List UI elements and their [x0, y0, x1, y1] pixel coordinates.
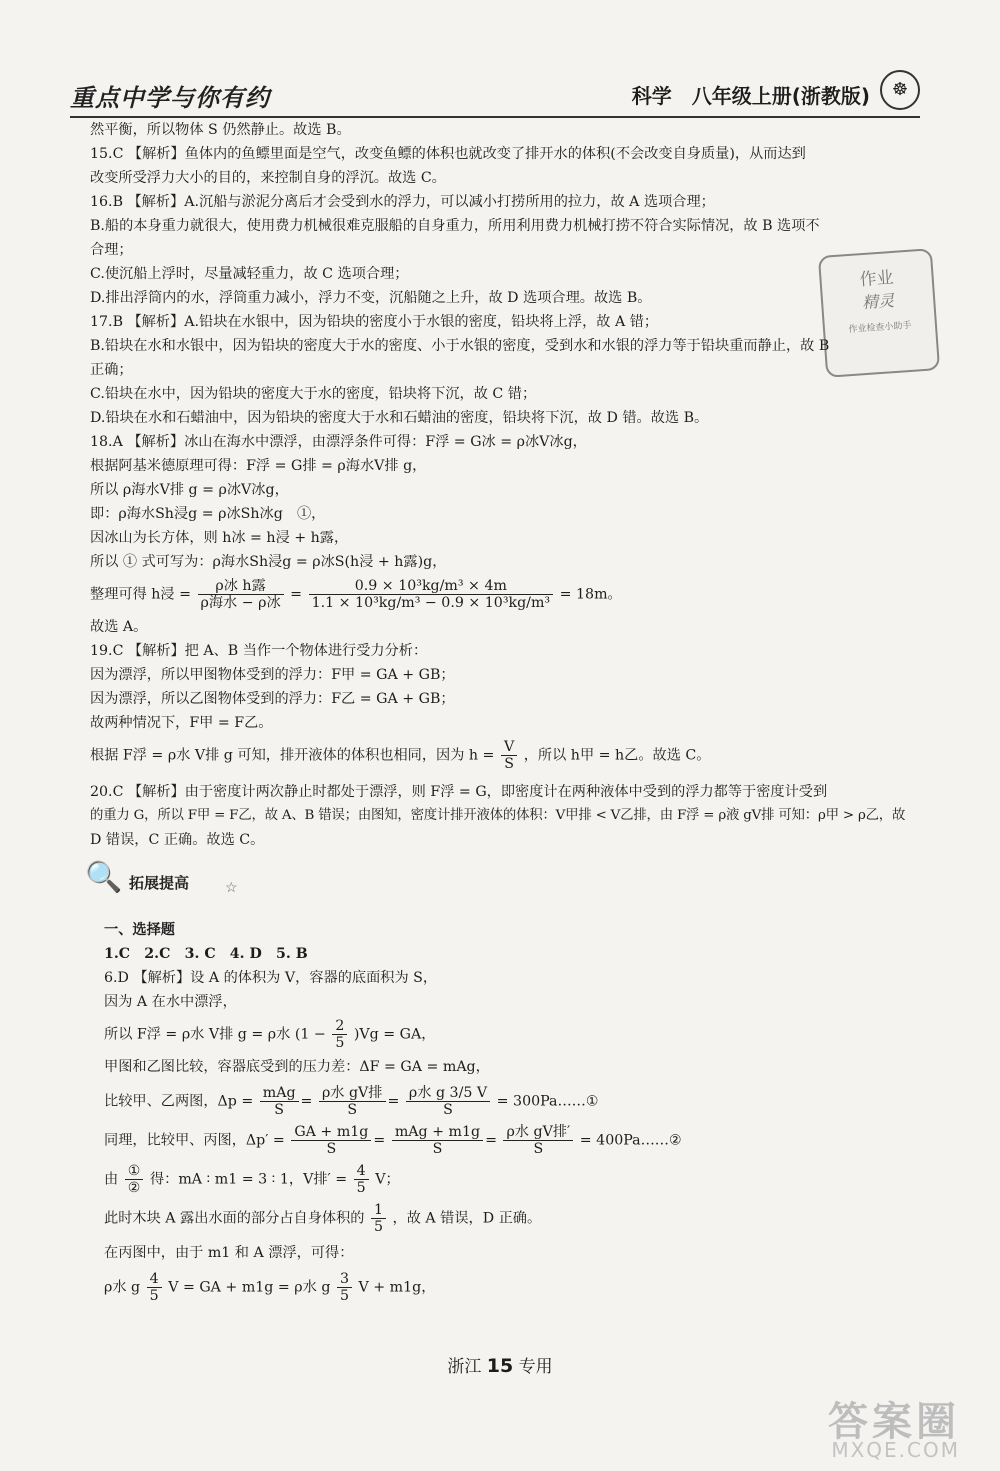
text-line: 16.B 【解析】A.沉船与淤泥分离后才会受到水的浮力，可以减小打捞所用的拉力，故 A 选项合理；	[90, 194, 715, 210]
section-banner	[85, 860, 285, 900]
numerator: 4	[147, 1271, 162, 1288]
numerator: 2	[332, 1018, 347, 1035]
fraction	[147, 1271, 162, 1304]
numerator: mAg	[260, 1085, 299, 1102]
equation-line: 比较甲、乙两图，Δp = $\frac{\text{mAg}}{S}$ = $\frac{\text{ρ水 gV排}}{S}$ = $\frac{\text{ρ水 g 3/5 V}}{S}$ = 300Pa……①	[104, 1085, 599, 1118]
eq-part: V = GA + m1g = ρ水 g	[168, 1279, 331, 1296]
text-line: 20.C 【解析】由于密度计两次静止时都处于漂浮，则 F浮 = G，即密度计在两种液体中受到的浮力都等于密度计受到	[90, 784, 828, 800]
text-line: B.船的本身重力就很大，使用费力机械很难克服船的自身重力，所用利用费力机械打捞不符合实际情况，故 B 选项不	[90, 218, 820, 234]
stamp-line3: 作业检查小助手	[848, 320, 912, 336]
numerator: V	[501, 739, 517, 756]
eq-part: V + m1g，	[358, 1279, 436, 1296]
text-line: 15.C 【解析】鱼体内的鱼鳔里面是空气，改变鱼鳔的体积也就改变了排开水的体积(不会改变自身质量)，从而达到	[90, 146, 806, 162]
text-line: 合理；	[90, 242, 133, 258]
denominator: S	[443, 1102, 453, 1118]
numerator: 3	[337, 1271, 352, 1288]
numerator: 4	[354, 1163, 369, 1180]
text-line: 故两种情况下，F甲 = F乙。	[90, 715, 273, 731]
eq-part: 由	[104, 1171, 119, 1188]
page-footer	[0, 1352, 1000, 1377]
text-line: D.铅块在水和石蜡油中，因为铅块的密度大于水和石蜡油的密度，铅块将下沉，故 D 错。故选 B。	[90, 410, 709, 426]
equation-line	[104, 1271, 904, 1304]
denominator: 5	[335, 1035, 345, 1051]
fraction	[291, 1124, 371, 1157]
eq18-suffix: = 18m。	[559, 586, 622, 603]
eq-part: 所以 F浮 = ρ水 V排 g = ρ水 (1 −	[104, 1026, 326, 1043]
numerator: 0.9 × 10³kg/m³ × 4m	[309, 578, 554, 595]
numerator: ρ水 g 3/5 V	[406, 1085, 490, 1102]
eq-part: )Vg = GA，	[353, 1026, 436, 1043]
eq-part: 此时木块 A 露出水面的部分占自身体积的	[104, 1210, 365, 1227]
numerator: ①	[125, 1163, 144, 1180]
eq-part: V；	[375, 1171, 400, 1188]
eq-part: 同理，比较甲、丙图，Δp′ =	[104, 1132, 285, 1149]
text-line: D.排出浮筒内的水，浮筒重力减小，浮力不变，沉船随之上升，故 D 选项合理。故选 B。	[90, 290, 652, 306]
eq19-suffix: ，所以 h甲 = h乙。故选 C。	[523, 747, 711, 764]
numerator: 1	[371, 1202, 386, 1219]
fraction	[503, 1124, 573, 1157]
answers-extension	[104, 918, 904, 1310]
fraction	[260, 1085, 299, 1118]
text-line: 6.D 【解析】设 A 的体积为 V，容器的底面积为 S，	[104, 970, 438, 986]
numerator: GA + m1g	[291, 1124, 371, 1141]
denominator: 1.1 × 10³kg/m³ − 0.9 × 10³kg/m³	[311, 595, 551, 611]
text-line: 因为漂浮，所以甲图物体受到的浮力：F甲 = GA + GB；	[90, 667, 455, 683]
fraction	[501, 739, 517, 772]
fraction	[371, 1202, 386, 1235]
part-heading: 一、选择题	[104, 922, 175, 938]
text-line: 因为 A 在水中漂浮，	[104, 994, 237, 1010]
fraction	[332, 1018, 347, 1051]
fraction	[337, 1271, 352, 1304]
text-line: 所以 ρ海水V排 g = ρ冰V冰g，	[90, 482, 289, 498]
fraction	[198, 578, 284, 611]
denominator: S	[347, 1102, 358, 1118]
fraction	[309, 578, 554, 611]
text-line: 19.C 【解析】把 A、B 当作一个物体进行受力分析：	[90, 643, 428, 659]
star-icon: ☆	[225, 880, 238, 896]
eq-part: = 400Pa……②	[579, 1132, 682, 1149]
text-line: 18.A 【解析】冰山在海水中漂浮，由漂浮条件可得：F浮 = G冰 = ρ冰V冰g，	[90, 434, 587, 450]
equation-18: 整理可得 h浸 = $\frac{\text{ρ冰 h露}}{\text{ρ海水 − ρ冰}}$ = $\frac{\text{0.9 × 10³kg/m³ × 4m}}{\text{1.1 × 10³kg/m³ − 0.9 × 10³kg/m³}}$ = 18m。	[90, 578, 622, 611]
section-title: 拓展提高	[129, 874, 190, 892]
eq-part: ρ水 g	[104, 1279, 141, 1296]
fraction	[354, 1163, 369, 1196]
denominator: 5	[149, 1288, 159, 1304]
text-line: D 错误，C 正确。故选 C。	[90, 832, 265, 848]
eq18-prefix: 整理可得 h浸 =	[90, 586, 191, 603]
watermark-url: MXQE.COM	[831, 1438, 960, 1462]
equation-line	[104, 1202, 904, 1235]
denominator: S	[432, 1141, 443, 1157]
eq-part: 得：mA ∶ m1 = 3 ∶ 1，V排′ =	[149, 1171, 348, 1188]
seal-icon: ☸	[880, 70, 920, 110]
equation-line	[104, 1163, 904, 1196]
text-line: B.铅块在水和水银中，因为铅块的密度大于水的密度、小于水银的密度，受到水和水银的浮力等于铅块重而静止，故 B	[90, 338, 830, 354]
text-line: 的重力 G，所以 F甲 = F乙，故 A、B 错误；由图知，密度计排开液体的体积：V甲排 < V乙排，由 F浮 = ρ液 gV排 可知：ρ甲 > ρ乙，故	[90, 808, 906, 823]
page-number: 15	[486, 1355, 514, 1377]
page-header	[70, 70, 920, 118]
text-line: 然平衡，所以物体 S 仍然静止。故选 B。	[90, 122, 351, 138]
text-line: 在丙图中，由于 m1 和 A 漂浮，可得：	[104, 1245, 354, 1261]
denominator: 5	[356, 1180, 366, 1196]
denominator: 5	[339, 1288, 349, 1304]
fraction	[319, 1085, 386, 1118]
eq-part: = 300Pa……①	[496, 1093, 599, 1110]
text-line: 故选 A。	[90, 619, 148, 635]
text-line: 因为漂浮，所以乙图物体受到的浮力：F乙 = GA + GB；	[90, 691, 455, 707]
numerator: ρ水 gV排	[319, 1085, 386, 1102]
equation-line: 同理，比较甲、丙图，Δp′ = $\frac{GA + m1g}{S}$ = $\frac{\text{mAg + m1g}}{S}$ = $\frac{\text{ρ水 gV排′}}{S}$ = 400Pa……②	[104, 1124, 682, 1157]
equation-line	[104, 1018, 904, 1051]
text-line: 根据阿基米德原理可得：F浮 = G排 = ρ海水V排 g，	[90, 458, 427, 474]
denominator: ②	[127, 1180, 141, 1196]
denominator: S	[326, 1141, 337, 1157]
numerator: mAg + m1g	[392, 1124, 483, 1141]
numerator: ρ水 gV排′	[503, 1124, 573, 1141]
stamp-line1: 作业	[858, 267, 895, 291]
magnifier-icon: 🔍	[85, 860, 123, 895]
text-line: 17.B 【解析】A.铅块在水银中，因为铅块的密度小于水银的密度，铅块将上浮，故 A 错；	[90, 314, 659, 330]
numerator: ρ冰 h露	[198, 578, 284, 595]
stamp-line2: 精灵	[861, 290, 895, 313]
footer-left: 浙江	[447, 1357, 482, 1377]
answers-main	[90, 118, 910, 852]
fraction	[406, 1085, 490, 1118]
eq-part: ，故 A 错误，D 正确。	[392, 1210, 542, 1227]
denominator: ρ海水 − ρ冰	[200, 595, 281, 611]
text-line: C.铅块在水中，因为铅块的密度大于水的密度，铅块将下沉，故 C 错；	[90, 386, 537, 402]
denominator: S	[504, 756, 514, 772]
text-line: 因冰山为长方体，则 h冰 = h浸 + h露，	[90, 530, 349, 546]
text-line: 改变所受浮力大小的目的，来控制自身的浮沉。故选 C。	[90, 170, 446, 186]
answer-list: 1.C 2.C 3. C 4. D 5. B	[104, 946, 308, 962]
eq-part: 比较甲、乙两图，Δp =	[104, 1093, 254, 1110]
text-line: 甲图和乙图比较，容器底受到的压力差：ΔF = GA = mAg，	[104, 1059, 490, 1075]
text-line: 所以 ① 式可写为：ρ海水Sh浸g = ρ冰S(h浸 + h露)g，	[90, 554, 447, 570]
book-info: 科学 八年级上册(浙教版)	[631, 84, 870, 108]
text-line: 正确；	[90, 362, 133, 378]
denominator: S	[274, 1102, 284, 1118]
fraction	[392, 1124, 483, 1157]
text-line: C.使沉船上浮时，尽量减轻重力，故 C 选项合理；	[90, 266, 409, 282]
equation-19	[90, 739, 910, 772]
fraction	[125, 1163, 144, 1196]
denominator: S	[533, 1141, 544, 1157]
watermark-logo: 答案圈	[828, 1399, 960, 1445]
eq19-prefix: 根据 F浮 = ρ水 V排 g 可知，排开液体的体积也相同，因为 h =	[90, 747, 495, 764]
footer-right: 专用	[518, 1357, 553, 1377]
denominator: 5	[373, 1219, 384, 1235]
brand-logo-text: 重点中学与你有约	[70, 84, 270, 112]
text-line: 即：ρ海水Sh浸g = ρ冰Sh冰g ①，	[90, 506, 326, 522]
